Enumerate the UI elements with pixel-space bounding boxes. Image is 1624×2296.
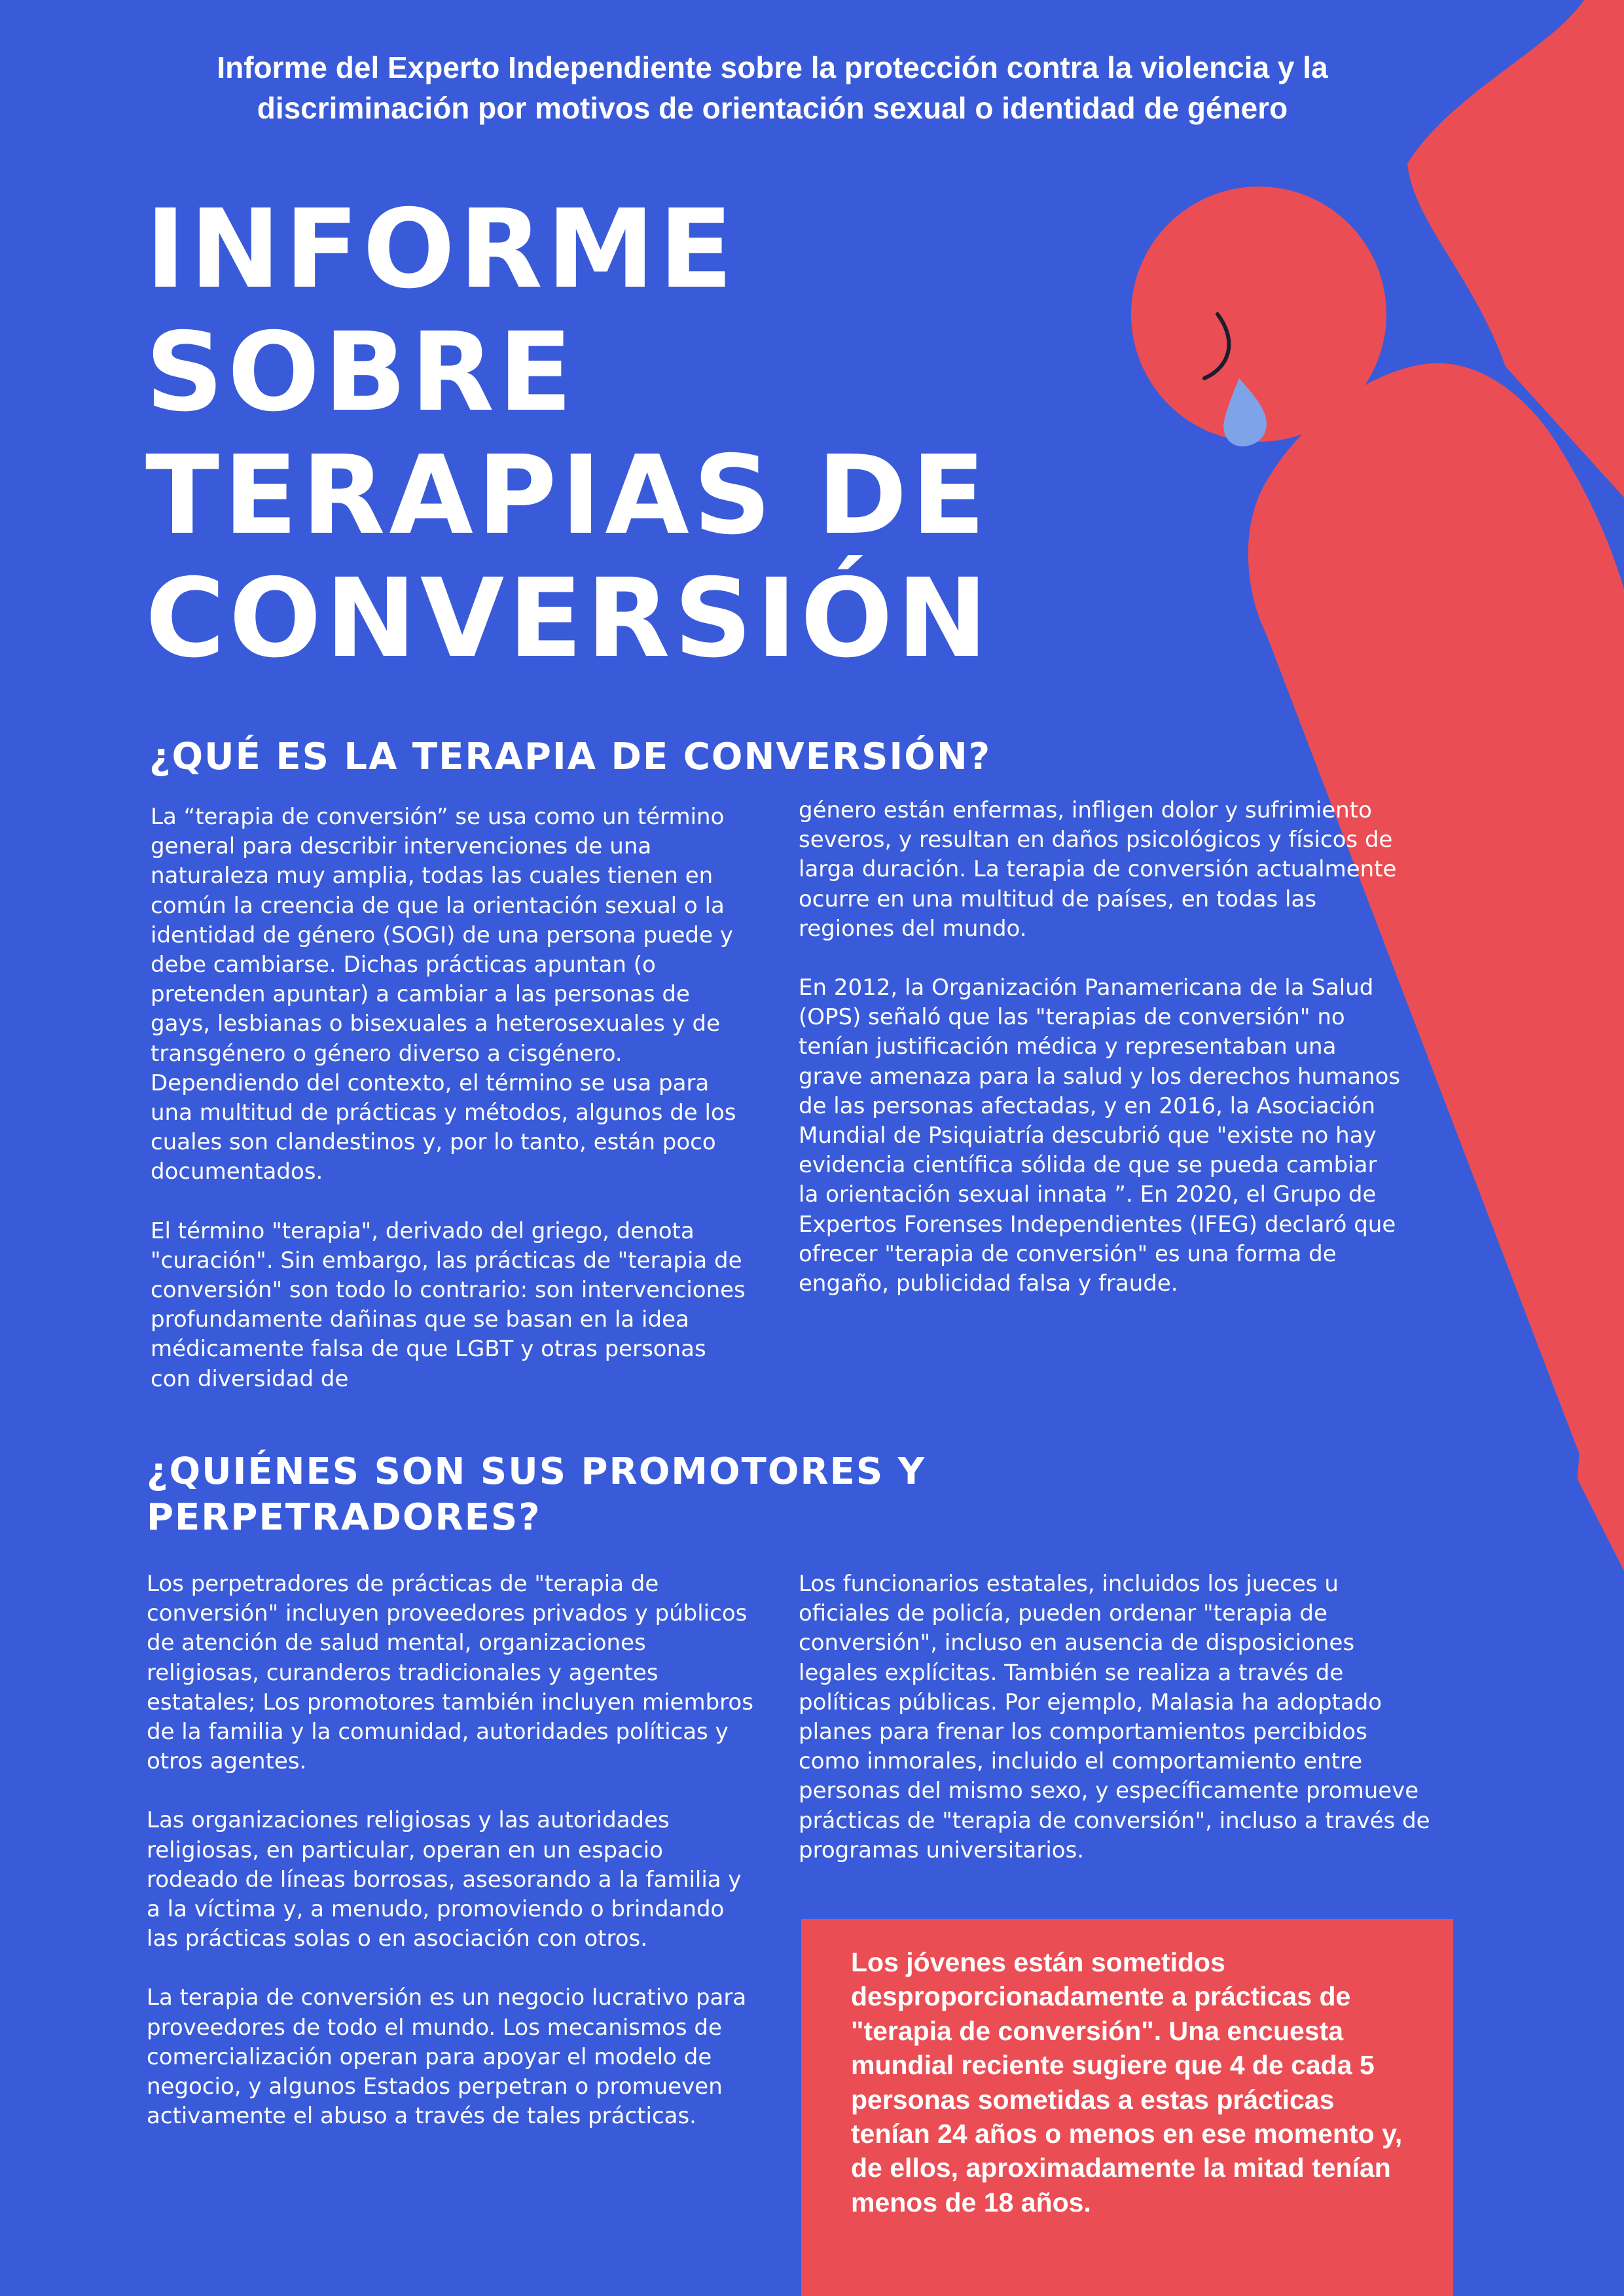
section1-left-column	[151, 802, 753, 1394]
report-subtitle-line1: Informe del Experto Independiente sobre la protección contra la violencia y la	[217, 50, 1328, 84]
report-subtitle-line2: discriminación por motivos de orientación sexual o identidad de género	[257, 91, 1288, 125]
section2-left-paragraph-1: Los perpetradores de prácticas de "terapia de conversión" incluyen proveedores privados y públicos de atención de salud mental, organizaciones religiosas, curanderos tradicionales y agentes estatales; Los promotores también incluyen miembros de la familia y la comunidad, autoridades políticas y otros agentes.	[147, 1571, 753, 1775]
section2-right-paragraph-1: Los funcionarios estatales, incluidos los jueces u oficiales de policía, pueden ordenar "terapia de conversión", incluso en ausencia de disposiciones legales explícitas. También se realiza a través de políticas públicas. Por ejemplo, Malasia ha adoptado planes para frenar los comportamientos percibidos como inmorales, incluido el comportamiento entre personas del mismo sexo, y específicamente promueve prácticas de "terapia de conversión", incluso a través de programas universitarios.	[799, 1571, 1430, 1863]
youth-statistic-callout	[801, 1919, 1453, 2296]
report-subtitle	[131, 47, 1414, 128]
section2-left-column	[147, 1570, 755, 2131]
page-title-line3: TERAPIAS DE	[145, 433, 990, 559]
section2-left-paragraph-2: Las organizaciones religiosas y las autoridades religiosas, en particular, operan en un espacio rodeado de líneas borrosas, asesorando a la familia y a la víctima y, a menudo, promoviendo o brindando las prácticas solas o en asociación con otros.	[147, 1807, 742, 1952]
section1-right-column	[799, 796, 1401, 1299]
page-title-line1: INFORME	[145, 187, 737, 313]
section1-left-paragraph-2: El término "terapia", derivado del griego, denota "curación". Sin embargo, las prácticas de "terapia de conversión" son todo lo contrario: son intervenciones profundamente dañinas que se basan en la idea médicamente falsa de que LGBT y otras personas con diversidad de	[151, 1217, 746, 1392]
page-title	[145, 188, 996, 681]
callout-text: Los jóvenes están sometidos desproporcionadamente a prácticas de "terapia de conversión". Una encuesta mundial reciente sugiere que 4 de cada 5 personas sometidas a estas prácticas tenían 24 años o menos en ese momento y, de ellos, aproximadamente la mitad tenían menos de 18 años.	[851, 1947, 1403, 2217]
section2-heading-line1: ¿QUIÉNES SON SUS PROMOTORES Y	[147, 1450, 926, 1493]
section2-right-column	[799, 1570, 1434, 1865]
page-title-line4: CONVERSIÓN	[145, 556, 992, 682]
section2-heading	[147, 1449, 926, 1541]
section1-left-paragraph-1: La “terapia de conversión” se usa como un término general para describir intervenciones de una naturaleza muy amplia, todas las cuales tienen en común la creencia de que la orientación sexual o la identidad de género (SOGI) de una persona puede y debe cambiarse. Dichas prácticas apuntan (o pretenden apuntar) a cambiar a las personas de gays, lesbianas o bisexuales a heterosexuales y de transgénero o género diverso a cisgénero. Dependiendo del contexto, el término se usa para una multitud de prácticas y métodos, algunos de los cuales son clandestinos y, por lo tanto, están poco documentados.	[151, 804, 736, 1185]
section1-heading: ¿QUÉ ES LA TERAPIA DE CONVERSIÓN?	[149, 736, 992, 778]
section2-heading-line2: PERPETRADORES?	[147, 1496, 541, 1539]
page-title-line2: SOBRE	[145, 310, 577, 436]
section2-left-paragraph-3: La terapia de conversión es un negocio lucrativo para proveedores de todo el mundo. Los mecanismos de comercialización operan para apoyar el modelo de negocio, y algunos Estados perpetran o promueven activamente el abuso a través de tales prácticas.	[147, 1984, 747, 2130]
section1-right-paragraph-1: género están enfermas, infligen dolor y sufrimiento severos, y resultan en daños psicológicos y físicos de larga duración. La terapia de conversión actualmente ocurre en una multitud de países, en todas las regiones del mundo.	[799, 797, 1397, 942]
section1-right-paragraph-2: En 2012, la Organización Panamericana de la Salud (OPS) señaló que las "terapias de conversión" no tenían justificación médica y representaban una grave amenaza para la salud y los derechos humanos de las personas afectadas, y en 2016, la Asociación Mundial de Psiquiatría descubrió que "existe no hay evidencia científica sólida de que se pueda cambiar la orientación sexual innata ”. En 2020, el Grupo de Expertos Forenses Independientes (IFEG) declaró que ofrecer "terapia de conversión" es una forma de engaño, publicidad falsa y fraude.	[799, 975, 1401, 1297]
